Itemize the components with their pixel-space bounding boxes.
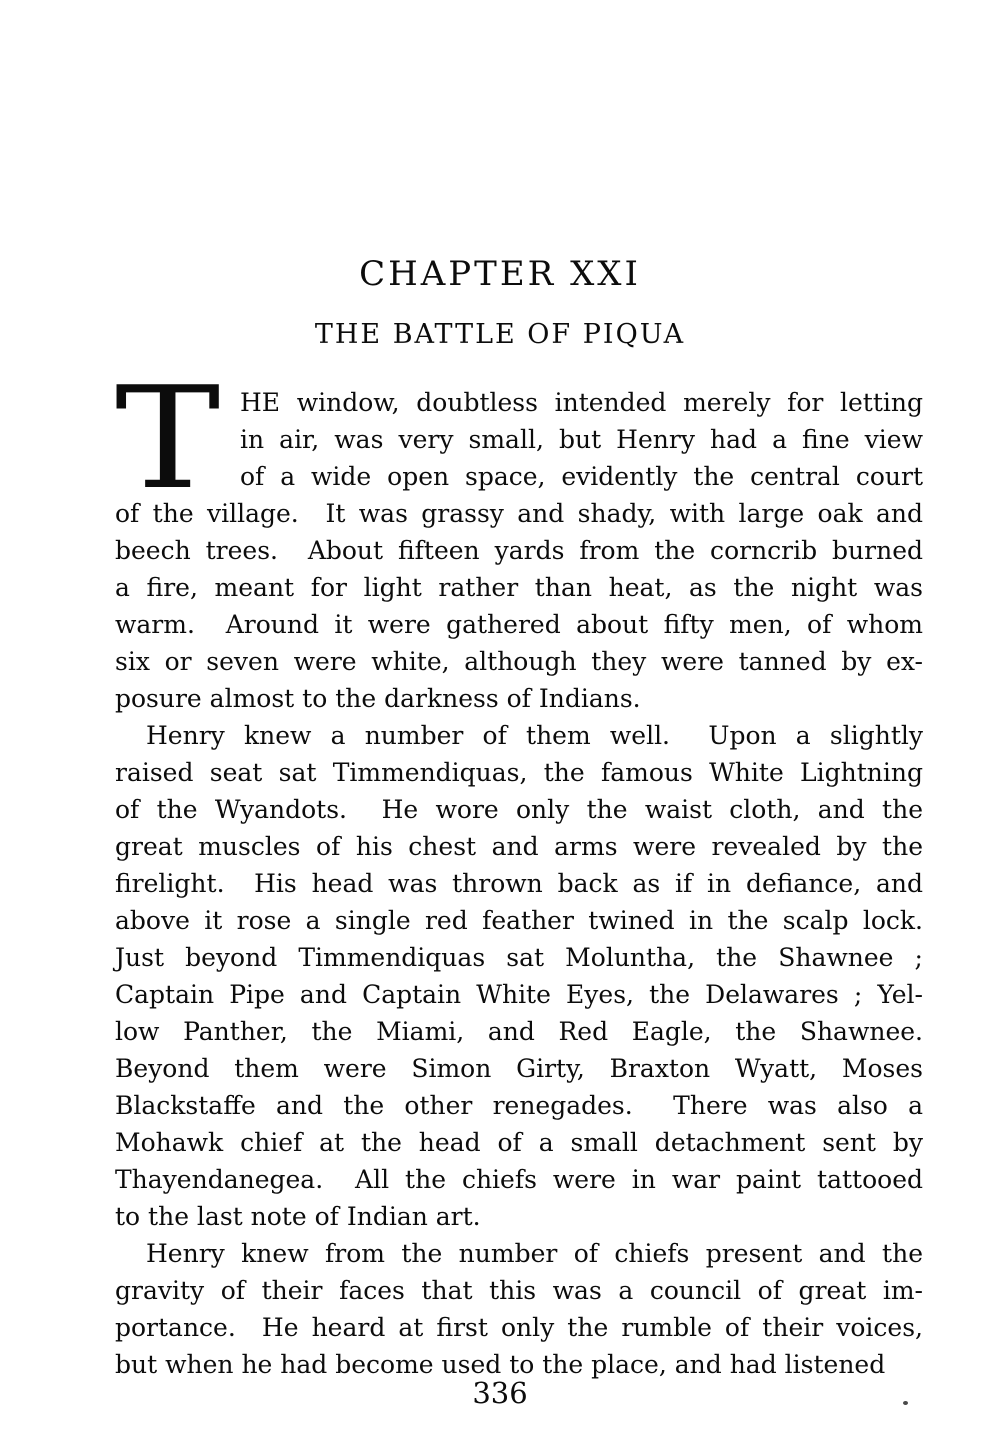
text-line: firelight. His head was thrown back as if in defiance, and xyxy=(115,869,923,898)
chapter-subtitle: THE BATTLE OF PIQUA xyxy=(314,319,686,350)
text-line: of a wide open space, evidently the central court xyxy=(240,462,923,491)
text-line: to the last note of Indian art. xyxy=(115,1202,481,1231)
text-line: in air, was very small, but Henry had a fine view xyxy=(240,425,923,454)
text-line: beech trees. About fifteen yards from the corncrib burned xyxy=(115,536,923,565)
text-line: low Panther, the Miami, and Red Eagle, the Shawnee. xyxy=(115,1017,923,1046)
drop-cap-letter: T xyxy=(115,357,221,521)
text-line: portance. He heard at first only the rumble of their voices, xyxy=(115,1313,923,1342)
text-line: Just beyond Timmendiquas sat Moluntha, the Shawnee ; xyxy=(115,943,923,972)
paragraph xyxy=(115,1235,923,1383)
text-line: HE window, doubtless intended merely for letting xyxy=(240,388,923,417)
paragraph xyxy=(115,717,923,1235)
text-line: posure almost to the darkness of Indians. xyxy=(115,684,641,713)
body-text-block xyxy=(115,357,923,1383)
page-number: 336 xyxy=(472,1376,528,1410)
text-line: of the Wyandots. He wore only the waist cloth, and the xyxy=(115,795,923,824)
text-line: a fire, meant for light rather than heat, as the night was xyxy=(115,573,923,602)
text-line: Beyond them were Simon Girty, Braxton Wyatt, Moses xyxy=(115,1054,923,1083)
text-line: Mohawk chief at the head of a small detachment sent by xyxy=(115,1128,923,1157)
ink-speck xyxy=(903,1401,908,1405)
text-line: gravity of their faces that this was a council of great im- xyxy=(115,1276,923,1305)
text-line: of the village. It was grassy and shady, with large oak and xyxy=(115,499,923,528)
text-line: six or seven were white, although they were tanned by ex- xyxy=(115,647,923,676)
text-line: Henry knew a number of them well. Upon a slightly xyxy=(146,721,923,750)
paragraph xyxy=(115,357,923,717)
text-line: Thayendanegea. All the chiefs were in war paint tattooed xyxy=(115,1165,923,1194)
chapter-heading: CHAPTER XXI xyxy=(359,254,641,294)
text-line: raised seat sat Timmendiquas, the famous White Lightning xyxy=(115,758,923,787)
text-line: Captain Pipe and Captain White Eyes, the Delawares ; Yel- xyxy=(115,980,923,1009)
text-line: but when he had become used to the place, and had listened xyxy=(115,1350,886,1379)
text-line: above it rose a single red feather twined in the scalp lock. xyxy=(115,906,923,935)
text-line: warm. Around it were gathered about fifty men, of whom xyxy=(115,610,923,639)
text-line: Blackstaffe and the other renegades. There was also a xyxy=(115,1091,923,1120)
text-line: great muscles of his chest and arms were revealed by the xyxy=(115,832,923,861)
text-line: Henry knew from the number of chiefs present and the xyxy=(146,1239,923,1268)
